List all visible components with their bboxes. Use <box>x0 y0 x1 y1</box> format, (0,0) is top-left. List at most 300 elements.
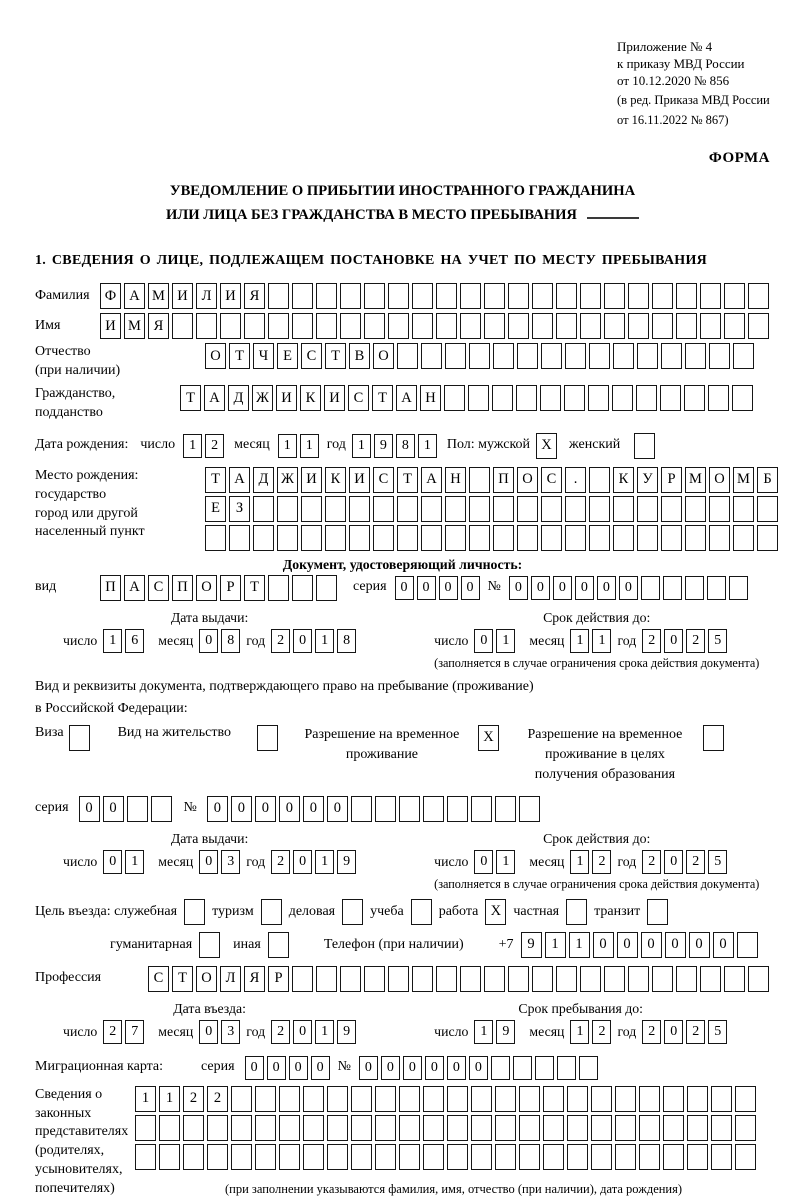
profession-char-cell[interactable] <box>748 966 769 992</box>
birthplace-char-cell[interactable]: К <box>613 467 634 493</box>
digit-cell[interactable]: 0 <box>439 576 458 600</box>
digit-cell[interactable]: 7 <box>125 1020 144 1044</box>
guardians-row2-cells[interactable] <box>135 1115 756 1141</box>
surname-char-cell[interactable] <box>628 283 649 309</box>
name-char-cell[interactable] <box>604 313 625 339</box>
digit-cell[interactable] <box>151 796 172 822</box>
profession-char-cell[interactable] <box>460 966 481 992</box>
purpose-tourism-checkbox[interactable] <box>261 899 282 925</box>
patronymic-char-cell[interactable] <box>493 343 514 369</box>
citizenship-char-cell[interactable]: Т <box>180 385 201 411</box>
digit-cell[interactable]: 2 <box>642 850 661 874</box>
surname-char-cell[interactable] <box>460 283 481 309</box>
guardian-char-cell[interactable] <box>711 1115 732 1141</box>
digit-cell[interactable]: 5 <box>708 850 727 874</box>
digit-cell[interactable]: 1 <box>183 434 202 458</box>
digit-cell[interactable] <box>491 1056 510 1080</box>
digit-cell[interactable]: 0 <box>395 576 414 600</box>
surname-char-cell[interactable] <box>292 283 313 309</box>
digit-cell[interactable]: 1 <box>496 850 515 874</box>
id-type-char-cell[interactable] <box>316 575 337 601</box>
digit-cell[interactable]: 9 <box>374 434 393 458</box>
patronymic-char-cell[interactable]: Ч <box>253 343 274 369</box>
stay-year-cells[interactable] <box>642 1020 727 1044</box>
birthplace-char-cell[interactable] <box>589 525 610 551</box>
digit-cell[interactable] <box>707 576 726 600</box>
birthplace-char-cell[interactable]: С <box>541 467 562 493</box>
guardian-char-cell[interactable] <box>303 1144 324 1170</box>
digit-cell[interactable]: 2 <box>271 629 290 653</box>
profession-char-cell[interactable]: Я <box>244 966 265 992</box>
digit-cell[interactable]: 0 <box>664 629 683 653</box>
digit-cell[interactable] <box>423 796 444 822</box>
guardian-char-cell[interactable]: 1 <box>159 1086 180 1112</box>
name-char-cell[interactable] <box>508 313 529 339</box>
birthplace-char-cell[interactable] <box>517 525 538 551</box>
digit-cell[interactable] <box>127 796 148 822</box>
phone-digit-cell[interactable]: 0 <box>593 932 614 958</box>
name-char-cell[interactable] <box>580 313 601 339</box>
digit-cell[interactable]: 1 <box>125 850 144 874</box>
profession-char-cell[interactable] <box>340 966 361 992</box>
birthplace-char-cell[interactable] <box>637 496 658 522</box>
checkbox-cell[interactable] <box>566 899 587 925</box>
checkbox-cell[interactable] <box>261 899 282 925</box>
surname-char-cell[interactable] <box>316 283 337 309</box>
birthplace-char-cell[interactable]: М <box>685 467 706 493</box>
digit-cell[interactable] <box>519 796 540 822</box>
digit-cell[interactable]: 1 <box>352 434 371 458</box>
checkbox-cell[interactable] <box>268 932 289 958</box>
guardian-char-cell[interactable]: 1 <box>135 1086 156 1112</box>
guardian-char-cell[interactable] <box>159 1115 180 1141</box>
rvp-education-checkbox[interactable] <box>703 725 724 751</box>
birthplace-char-cell[interactable] <box>205 525 226 551</box>
entry-month-cells[interactable] <box>199 1020 240 1044</box>
birthplace-char-cell[interactable]: . <box>565 467 586 493</box>
birthplace-char-cell[interactable] <box>469 467 490 493</box>
citizenship-char-cell[interactable] <box>588 385 609 411</box>
profession-char-cell[interactable]: Р <box>268 966 289 992</box>
patronymic-char-cell[interactable] <box>565 343 586 369</box>
digit-cell[interactable]: 2 <box>592 850 611 874</box>
digit-cell[interactable]: 0 <box>575 576 594 600</box>
guardian-char-cell[interactable] <box>591 1086 612 1112</box>
patronymic-char-cell[interactable]: Т <box>325 343 346 369</box>
citizenship-char-cell[interactable] <box>516 385 537 411</box>
title-blank-line[interactable] <box>587 203 639 219</box>
birthplace-char-cell[interactable]: Т <box>397 467 418 493</box>
name-char-cell[interactable] <box>460 313 481 339</box>
purpose-business-checkbox[interactable] <box>342 899 363 925</box>
birthplace-char-cell[interactable]: О <box>709 467 730 493</box>
guardian-char-cell[interactable] <box>279 1144 300 1170</box>
id-type-char-cell[interactable]: Р <box>220 575 241 601</box>
phone-digit-cell[interactable]: 0 <box>713 932 734 958</box>
profession-char-cell[interactable] <box>580 966 601 992</box>
guardian-char-cell[interactable] <box>711 1086 732 1112</box>
citizenship-char-cell[interactable]: Ж <box>252 385 273 411</box>
digit-cell[interactable]: 1 <box>278 434 297 458</box>
guardian-char-cell[interactable] <box>519 1086 540 1112</box>
birthplace-char-cell[interactable]: П <box>493 467 514 493</box>
guardian-char-cell[interactable] <box>615 1144 636 1170</box>
res-valid-month-cells[interactable] <box>570 850 611 874</box>
birthplace-char-cell[interactable]: Е <box>205 496 226 522</box>
citizenship-char-cell[interactable]: Д <box>228 385 249 411</box>
guardian-char-cell[interactable] <box>399 1086 420 1112</box>
surname-char-cell[interactable]: Я <box>244 283 265 309</box>
digit-cell[interactable]: 3 <box>221 1020 240 1044</box>
name-char-cell[interactable] <box>628 313 649 339</box>
guardian-char-cell[interactable] <box>279 1086 300 1112</box>
birthplace-char-cell[interactable] <box>373 496 394 522</box>
citizenship-char-cell[interactable] <box>660 385 681 411</box>
digit-cell[interactable] <box>399 796 420 822</box>
birthplace-row3-cells[interactable] <box>205 525 778 551</box>
guardian-char-cell[interactable] <box>543 1115 564 1141</box>
profession-char-cell[interactable]: Л <box>220 966 241 992</box>
patronymic-char-cell[interactable] <box>517 343 538 369</box>
profession-char-cell[interactable]: С <box>148 966 169 992</box>
patronymic-char-cell[interactable] <box>421 343 442 369</box>
digit-cell[interactable]: 0 <box>553 576 572 600</box>
digit-cell[interactable]: 0 <box>199 629 218 653</box>
phone-digit-cell[interactable]: 0 <box>617 932 638 958</box>
guardian-char-cell[interactable] <box>375 1144 396 1170</box>
guardian-char-cell[interactable] <box>399 1144 420 1170</box>
birthplace-char-cell[interactable] <box>589 467 610 493</box>
digit-cell[interactable]: 2 <box>271 1020 290 1044</box>
surname-char-cell[interactable] <box>412 283 433 309</box>
birthplace-char-cell[interactable] <box>661 496 682 522</box>
res-series-cells[interactable] <box>79 796 172 822</box>
res-valid-day-cells[interactable] <box>474 850 515 874</box>
birthplace-char-cell[interactable] <box>709 496 730 522</box>
phone-digit-cell[interactable]: 1 <box>569 932 590 958</box>
digit-cell[interactable]: 0 <box>199 1020 218 1044</box>
checkbox-cell[interactable] <box>647 899 668 925</box>
digit-cell[interactable]: 0 <box>279 796 300 822</box>
name-char-cell[interactable] <box>364 313 385 339</box>
guardian-char-cell[interactable] <box>351 1144 372 1170</box>
digit-cell[interactable] <box>579 1056 598 1080</box>
name-char-cell[interactable] <box>556 313 577 339</box>
name-char-cell[interactable] <box>676 313 697 339</box>
guardian-char-cell[interactable] <box>495 1144 516 1170</box>
citizenship-char-cell[interactable]: Т <box>372 385 393 411</box>
guardian-char-cell[interactable] <box>519 1115 540 1141</box>
birthplace-char-cell[interactable] <box>613 496 634 522</box>
surname-char-cell[interactable] <box>484 283 505 309</box>
id-type-char-cell[interactable]: П <box>172 575 193 601</box>
birthplace-char-cell[interactable]: Б <box>757 467 778 493</box>
guardian-char-cell[interactable] <box>207 1144 228 1170</box>
digit-cell[interactable]: 0 <box>289 1056 308 1080</box>
residence-permit-checkbox[interactable] <box>257 725 278 751</box>
name-char-cell[interactable] <box>172 313 193 339</box>
citizenship-char-cell[interactable] <box>540 385 561 411</box>
surname-char-cell[interactable] <box>700 283 721 309</box>
id-valid-day-cells[interactable] <box>474 629 515 653</box>
birthplace-char-cell[interactable] <box>229 525 250 551</box>
guardian-char-cell[interactable] <box>183 1144 204 1170</box>
id-valid-year-cells[interactable] <box>642 629 727 653</box>
guardian-char-cell[interactable] <box>639 1115 660 1141</box>
birthplace-char-cell[interactable]: К <box>325 467 346 493</box>
citizenship-char-cell[interactable]: К <box>300 385 321 411</box>
phone-cells[interactable] <box>521 932 758 958</box>
surname-char-cell[interactable]: А <box>124 283 145 309</box>
digit-cell[interactable]: 2 <box>686 850 705 874</box>
digit-cell[interactable] <box>535 1056 554 1080</box>
guardian-char-cell[interactable] <box>303 1086 324 1112</box>
digit-cell[interactable]: 0 <box>327 796 348 822</box>
birthplace-char-cell[interactable] <box>493 496 514 522</box>
birthplace-char-cell[interactable]: С <box>373 467 394 493</box>
guardian-char-cell[interactable] <box>711 1144 732 1170</box>
guardian-char-cell[interactable] <box>447 1115 468 1141</box>
guardian-char-cell[interactable] <box>591 1115 612 1141</box>
digit-cell[interactable]: 2 <box>103 1020 122 1044</box>
name-char-cell[interactable] <box>244 313 265 339</box>
patronymic-char-cell[interactable] <box>709 343 730 369</box>
birthplace-row2-cells[interactable] <box>205 496 778 522</box>
digit-cell[interactable]: 0 <box>474 850 493 874</box>
birthplace-char-cell[interactable] <box>421 525 442 551</box>
profession-char-cell[interactable] <box>556 966 577 992</box>
profession-char-cell[interactable] <box>436 966 457 992</box>
digit-cell[interactable] <box>513 1056 532 1080</box>
id-type-char-cell[interactable]: С <box>148 575 169 601</box>
profession-char-cell[interactable] <box>724 966 745 992</box>
purpose-private-checkbox[interactable] <box>566 899 587 925</box>
guardian-char-cell[interactable] <box>615 1086 636 1112</box>
birthplace-char-cell[interactable]: А <box>421 467 442 493</box>
digit-cell[interactable]: 0 <box>293 629 312 653</box>
guardian-char-cell[interactable] <box>303 1115 324 1141</box>
birthplace-char-cell[interactable]: Д <box>253 467 274 493</box>
patronymic-char-cell[interactable] <box>637 343 658 369</box>
digit-cell[interactable]: 9 <box>337 1020 356 1044</box>
name-char-cell[interactable] <box>652 313 673 339</box>
patronymic-char-cell[interactable] <box>613 343 634 369</box>
patronymic-char-cell[interactable] <box>685 343 706 369</box>
surname-char-cell[interactable]: И <box>172 283 193 309</box>
guardian-char-cell[interactable] <box>231 1144 252 1170</box>
digit-cell[interactable]: 8 <box>337 629 356 653</box>
purpose-other-checkbox[interactable] <box>268 932 289 958</box>
digit-cell[interactable]: 1 <box>300 434 319 458</box>
guardian-char-cell[interactable] <box>351 1086 372 1112</box>
birthplace-char-cell[interactable] <box>493 525 514 551</box>
profession-char-cell[interactable] <box>652 966 673 992</box>
birthplace-char-cell[interactable] <box>445 525 466 551</box>
guardian-char-cell[interactable] <box>327 1144 348 1170</box>
digit-cell[interactable] <box>495 796 516 822</box>
digit-cell[interactable]: 0 <box>619 576 638 600</box>
citizenship-cells[interactable] <box>180 385 753 411</box>
digit-cell[interactable]: 0 <box>664 1020 683 1044</box>
citizenship-char-cell[interactable] <box>732 385 753 411</box>
patronymic-char-cell[interactable]: О <box>373 343 394 369</box>
entry-year-cells[interactable] <box>271 1020 356 1044</box>
surname-char-cell[interactable] <box>340 283 361 309</box>
guardian-char-cell[interactable] <box>639 1086 660 1112</box>
guardian-char-cell[interactable] <box>735 1144 756 1170</box>
profession-char-cell[interactable] <box>676 966 697 992</box>
birthplace-char-cell[interactable] <box>565 525 586 551</box>
digit-cell[interactable]: 0 <box>447 1056 466 1080</box>
patronymic-char-cell[interactable] <box>445 343 466 369</box>
guardian-char-cell[interactable] <box>255 1115 276 1141</box>
mig-number-cells[interactable] <box>359 1056 598 1080</box>
guardian-char-cell[interactable] <box>423 1144 444 1170</box>
profession-char-cell[interactable] <box>700 966 721 992</box>
digit-cell[interactable]: 0 <box>469 1056 488 1080</box>
checkbox-cell[interactable] <box>257 725 278 751</box>
birthplace-char-cell[interactable] <box>613 525 634 551</box>
digit-cell[interactable]: 1 <box>592 629 611 653</box>
digit-cell[interactable]: 2 <box>592 1020 611 1044</box>
citizenship-char-cell[interactable] <box>444 385 465 411</box>
birthplace-char-cell[interactable] <box>397 496 418 522</box>
digit-cell[interactable]: 2 <box>642 629 661 653</box>
guardian-char-cell[interactable] <box>687 1115 708 1141</box>
name-char-cell[interactable]: М <box>124 313 145 339</box>
digit-cell[interactable]: 0 <box>359 1056 378 1080</box>
digit-cell[interactable]: 1 <box>418 434 437 458</box>
birthplace-char-cell[interactable] <box>757 496 778 522</box>
name-char-cell[interactable] <box>340 313 361 339</box>
guardian-char-cell[interactable] <box>207 1115 228 1141</box>
digit-cell[interactable]: 0 <box>531 576 550 600</box>
guardians-row1-cells[interactable] <box>135 1086 756 1112</box>
birthplace-char-cell[interactable]: Ж <box>277 467 298 493</box>
birth-day-cells[interactable] <box>183 434 224 458</box>
birthplace-char-cell[interactable] <box>373 525 394 551</box>
profession-char-cell[interactable] <box>532 966 553 992</box>
birthplace-char-cell[interactable] <box>541 496 562 522</box>
patronymic-char-cell[interactable]: Е <box>277 343 298 369</box>
res-issue-day-cells[interactable] <box>103 850 144 874</box>
id-issue-month-cells[interactable] <box>199 629 240 653</box>
surname-char-cell[interactable] <box>724 283 745 309</box>
digit-cell[interactable]: 1 <box>315 1020 334 1044</box>
id-type-char-cell[interactable] <box>268 575 289 601</box>
digit-cell[interactable]: 1 <box>315 629 334 653</box>
guardian-char-cell[interactable] <box>447 1086 468 1112</box>
citizenship-char-cell[interactable]: И <box>276 385 297 411</box>
digit-cell[interactable] <box>641 576 660 600</box>
birthplace-row1-cells[interactable] <box>205 467 778 493</box>
guardian-char-cell[interactable] <box>327 1115 348 1141</box>
digit-cell[interactable]: 1 <box>496 629 515 653</box>
guardian-char-cell[interactable] <box>735 1086 756 1112</box>
profession-char-cell[interactable] <box>364 966 385 992</box>
patronymic-char-cell[interactable]: В <box>349 343 370 369</box>
surname-char-cell[interactable] <box>436 283 457 309</box>
surname-char-cell[interactable] <box>388 283 409 309</box>
birthplace-char-cell[interactable] <box>253 496 274 522</box>
name-char-cell[interactable] <box>724 313 745 339</box>
surname-cells[interactable] <box>100 283 769 309</box>
digit-cell[interactable]: 2 <box>205 434 224 458</box>
guardian-char-cell[interactable] <box>567 1144 588 1170</box>
guardian-char-cell[interactable] <box>135 1144 156 1170</box>
guardian-char-cell[interactable] <box>567 1086 588 1112</box>
id-type-char-cell[interactable] <box>292 575 313 601</box>
name-char-cell[interactable] <box>316 313 337 339</box>
birth-month-cells[interactable] <box>278 434 319 458</box>
digit-cell[interactable] <box>663 576 682 600</box>
stay-month-cells[interactable] <box>570 1020 611 1044</box>
guardian-char-cell[interactable] <box>567 1115 588 1141</box>
checkbox-cell[interactable] <box>342 899 363 925</box>
id-type-char-cell[interactable]: Т <box>244 575 265 601</box>
digit-cell[interactable]: 8 <box>221 629 240 653</box>
name-char-cell[interactable] <box>436 313 457 339</box>
birthplace-char-cell[interactable]: З <box>229 496 250 522</box>
digit-cell[interactable]: 1 <box>474 1020 493 1044</box>
name-char-cell[interactable] <box>196 313 217 339</box>
res-valid-year-cells[interactable] <box>642 850 727 874</box>
purpose-work-checkbox[interactable] <box>485 899 506 925</box>
birthplace-char-cell[interactable] <box>349 496 370 522</box>
id-type-char-cell[interactable]: О <box>196 575 217 601</box>
guardian-char-cell[interactable] <box>255 1144 276 1170</box>
patronymic-char-cell[interactable] <box>589 343 610 369</box>
patronymic-cells[interactable] <box>205 343 754 369</box>
guardian-char-cell[interactable] <box>495 1086 516 1112</box>
birthplace-char-cell[interactable] <box>685 496 706 522</box>
digit-cell[interactable]: 0 <box>509 576 528 600</box>
patronymic-char-cell[interactable]: С <box>301 343 322 369</box>
patronymic-char-cell[interactable]: О <box>205 343 226 369</box>
birthplace-char-cell[interactable] <box>565 496 586 522</box>
id-type-char-cell[interactable]: П <box>100 575 121 601</box>
birthplace-char-cell[interactable] <box>733 496 754 522</box>
digit-cell[interactable]: 1 <box>570 1020 589 1044</box>
patronymic-char-cell[interactable]: Т <box>229 343 250 369</box>
citizenship-char-cell[interactable]: И <box>324 385 345 411</box>
digit-cell[interactable] <box>447 796 468 822</box>
phone-digit-cell[interactable]: 0 <box>689 932 710 958</box>
digit-cell[interactable]: 3 <box>221 850 240 874</box>
guardian-char-cell[interactable] <box>591 1144 612 1170</box>
name-char-cell[interactable]: Я <box>148 313 169 339</box>
citizenship-char-cell[interactable] <box>636 385 657 411</box>
guardian-char-cell[interactable]: 2 <box>183 1086 204 1112</box>
citizenship-char-cell[interactable] <box>468 385 489 411</box>
sex-female-checkbox[interactable] <box>634 433 655 459</box>
digit-cell[interactable] <box>729 576 748 600</box>
digit-cell[interactable] <box>351 796 372 822</box>
guardian-char-cell[interactable] <box>159 1144 180 1170</box>
phone-digit-cell[interactable] <box>737 932 758 958</box>
rvp-checkbox[interactable] <box>478 725 499 751</box>
birthplace-char-cell[interactable]: О <box>517 467 538 493</box>
profession-cells[interactable] <box>148 966 769 992</box>
digit-cell[interactable] <box>685 576 704 600</box>
digit-cell[interactable]: 0 <box>103 796 124 822</box>
birthplace-char-cell[interactable] <box>253 525 274 551</box>
digit-cell[interactable]: 2 <box>642 1020 661 1044</box>
patronymic-char-cell[interactable] <box>733 343 754 369</box>
id-number-cells[interactable] <box>509 576 748 600</box>
patronymic-char-cell[interactable] <box>397 343 418 369</box>
birthplace-char-cell[interactable] <box>301 525 322 551</box>
